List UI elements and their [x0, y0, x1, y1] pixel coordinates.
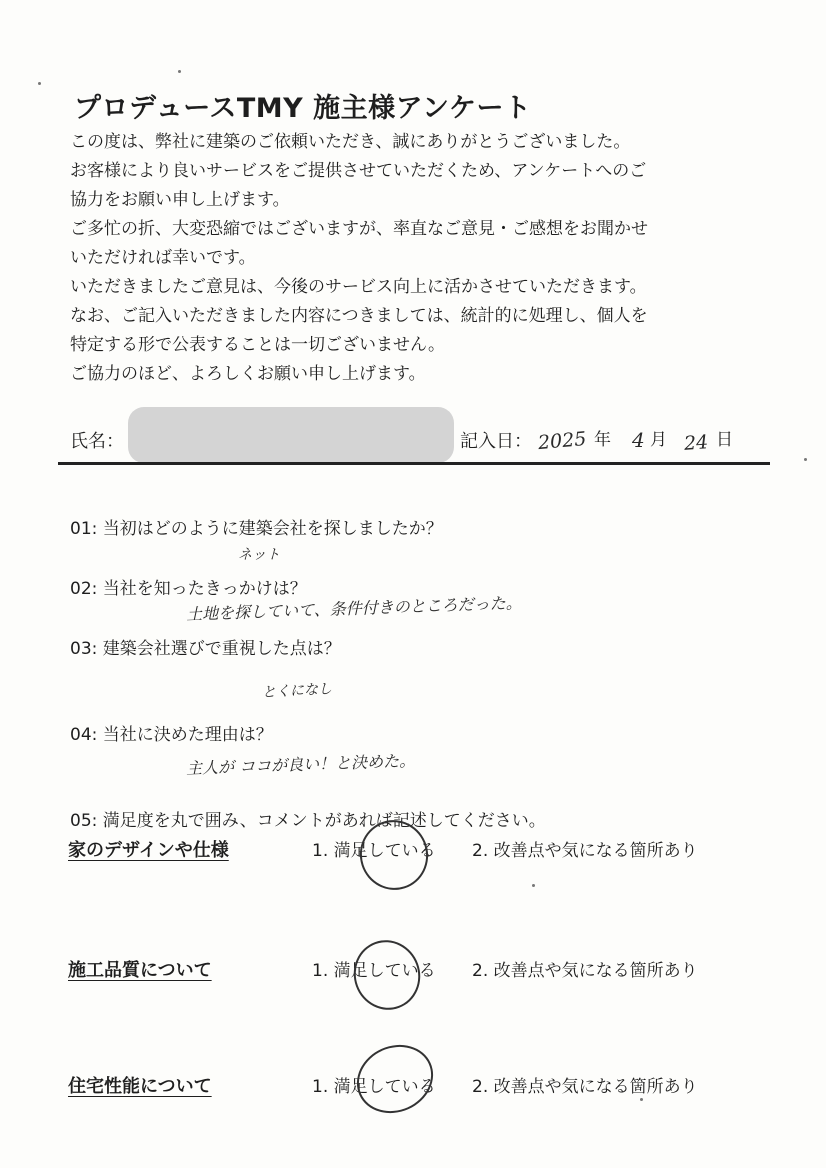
divider-line [58, 462, 770, 465]
scan-speck [804, 458, 807, 461]
intro-line: この度は、弊社に建築のご依頼いただき、誠にありがとうございました。 [70, 132, 631, 152]
category-quality: 施工品質について [68, 960, 212, 981]
date-month-handwritten: 4 [632, 428, 645, 452]
redacted-name-field [128, 407, 454, 463]
question-01: 01: 当初はどのように建築会社を探しましたか？ [70, 519, 443, 539]
question-04: 04: 当社に決めた理由は？ [70, 725, 273, 745]
option-satisfied: 1. 満足している [312, 961, 436, 981]
scan-speck [532, 884, 535, 887]
answer-04-handwritten: 主人が ココが良い！と決めた。 [185, 751, 416, 778]
option-needs-improvement: 2. 改善点や気になる箇所あり [472, 1077, 698, 1097]
intro-text [70, 128, 648, 389]
date-label: 記入日： [460, 431, 532, 452]
option-needs-improvement: 2. 改善点や気になる箇所あり [472, 841, 698, 861]
intro-line: 協力をお願い申し上げます。 [70, 190, 290, 210]
intro-line: ご協力のほど、よろしくお願い申し上げます。 [70, 364, 426, 384]
option-satisfied: 1. 満足している [312, 841, 436, 861]
intro-line: いただきましたご意見は、今後のサービス向上に活かさせていただきます。 [70, 277, 647, 297]
category-design: 家のデザインや仕様 [68, 840, 229, 861]
intro-line: なお、ご記入いただきました内容につきましては、統計的に処理し、個人を [70, 306, 648, 326]
option-satisfied: 1. 満足している [312, 1077, 436, 1097]
intro-line: いただければ幸いです。 [70, 248, 256, 268]
answer-03-handwritten: とくになし [261, 681, 333, 701]
question-05: 05: 満足度を丸で囲み、コメントがあれば記述してください。 [70, 811, 546, 831]
question-02: 02: 当社を知ったきっかけは？ [70, 579, 307, 599]
scan-speck [178, 70, 181, 73]
date-year-unit: 年 [594, 430, 611, 450]
intro-line: 特定する形で公表することは一切ございません。 [70, 335, 446, 355]
hand-drawn-circle-icon [344, 931, 430, 1019]
option-needs-improvement: 2. 改善点や気になる箇所あり [472, 961, 698, 981]
name-label: 氏名： [70, 431, 124, 452]
date-day-handwritten: 24 [683, 431, 709, 455]
date-year-handwritten: 2025 [537, 427, 588, 455]
scan-speck [38, 82, 41, 85]
category-performance: 住宅性能について [68, 1076, 212, 1097]
page-title: プロデュースTMY 施主様アンケート [74, 93, 532, 124]
date-month-unit: 月 [650, 430, 667, 450]
hand-drawn-circle-icon [346, 1033, 444, 1125]
date-day-unit: 日 [716, 430, 733, 450]
answer-02-handwritten: 土地を探していて、条件付きのところだった。 [185, 593, 522, 624]
intro-line: お客様により良いサービスをご提供させていただくため、アンケートへのご [70, 161, 647, 181]
intro-line: ご多忙の折、大変恐縮ではございますが、率直なご意見・ご感想をお聞かせ [70, 219, 648, 239]
answer-01-handwritten: ネット [238, 547, 280, 563]
scan-speck [640, 1098, 643, 1101]
question-03: 03: 建築会社選びで重視した点は？ [70, 639, 341, 659]
